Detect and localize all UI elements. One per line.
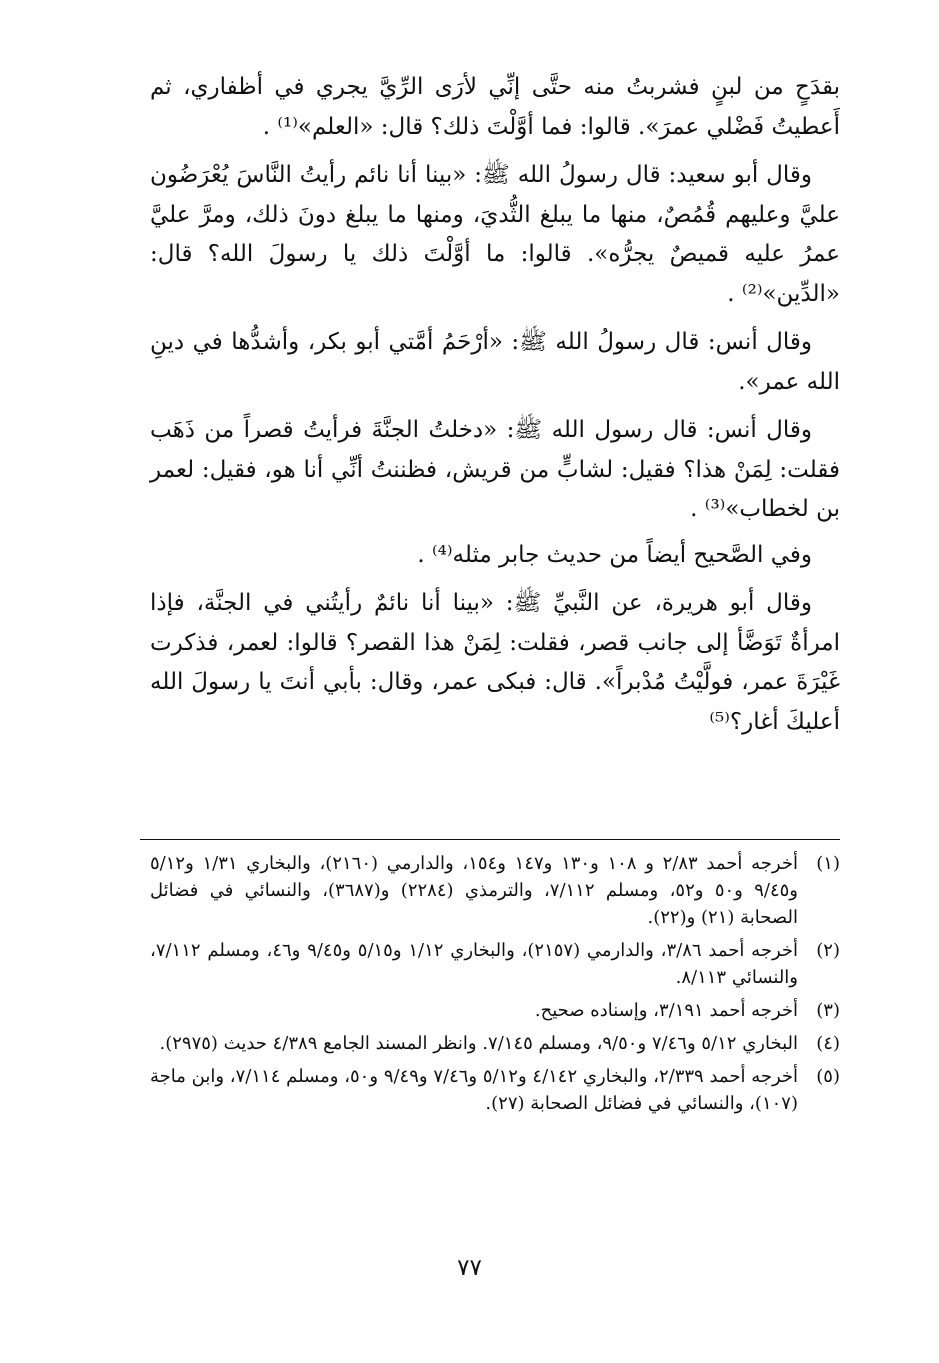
footnote-number: (١) [816, 853, 840, 874]
footnote-number: (٣) [816, 1000, 840, 1021]
paragraph-3: وقال أنس: قال رسولُ الله ﷺ: «أرْحَمُ أمَّتي أبو بكر، وأشدُّها في دينِ الله عمر». [150, 329, 840, 395]
footnote-3 [150, 997, 840, 1024]
main-text [150, 68, 840, 751]
footnote-text: أخرجه أحمد ٣/١٩١، وإسناده صحيح. [534, 1000, 798, 1021]
footnote-text: البخاري ٥/١٢ و٧/٤٦ و٩/٥٠، ومسلم ٧/١٤٥. وانظر المسند الجامع ٤/٣٨٩ حديث (٢٩٧٥). [159, 1033, 798, 1054]
footnote-4 [150, 1030, 840, 1057]
footnote-number: (٢) [816, 940, 840, 961]
footnote-text: أخرجه أحمد ٢/٨٣ و ١٠٨ و١٣٠ و١٤٧ و١٥٤، والدارمي (٢١٦٠)، والبخاري ١/٣١ و٥/١٢ و٩/٤٥ و٥٠ و٥٢، ومسلم ٧/١١٢، والترمذي (٢٢٨٤) و(٣٦٨٧)، والنسائي في فضائل الصحابة (٢١) و(٢٢). [150, 853, 798, 928]
footnote-text: أخرجه أحمد ٢/٣٣٩، والبخاري ٤/١٤٢ و٥/١٢ و٧/٤٦ و٩/٤٩ و٥٠، ومسلم ٧/١١٤، وابن ماجة (١٠٧)، والنسائي في فضائل الصحابة (٢٧). [150, 1066, 799, 1114]
footnote-number: (٥) [816, 1066, 840, 1087]
footnote-5 [150, 1063, 840, 1117]
page-number: ٧٧ [457, 1255, 482, 1281]
footnote-divider [140, 839, 840, 840]
footnotes [150, 850, 840, 1123]
footnote-2 [150, 937, 840, 991]
paragraph-6: وقال أبو هريرة، عن النَّبيِّ ﷺ: «بينا أنا نائمٌ رأيتُني في الجنَّة، فإذا امرأةٌ تَوَضَّأ إلى جانب قصر، فقلت: لِمَنْ هذا القصر؟ قالوا: لعمر، فذكرت غَيْرَةَ عمر، فولَّيْتُ مُدْبراً». قال: فبكى عمر، وقال: بأبي أنتَ يا رسولَ الله أعليكَ أغار؟⁽⁵⁾ [150, 590, 840, 735]
paragraph-4: وقال أنس: قال رسول الله ﷺ: «دخلتُ الجنَّةَ فرأيتُ قصراً من ذَهَب فقلت: لِمَنْ هذا؟ فقيل: لشابٍّ من قريش، فظننتُ أنِّي أنا هو، فقيل: لعمر بن لخطاب»⁽³⁾ . [150, 417, 840, 522]
footnote-text: أخرجه أحمد ٣/٨٦، والدارمي (٢١٥٧)، والبخاري ١/١٢ و٥/١٥ و٩/٤٥ و٤٦، ومسلم ٧/١١٢، والنسائي ٨/١١٣. [150, 940, 799, 988]
footnote-1 [150, 850, 840, 931]
paragraph-1: بقدَحٍ من لبنٍ فشربتُ منه حتَّى إنِّي لأرَى الرِّيَّ يجري في أظفاري، ثم أَعطيتُ فَضْلي عمرَ». قالوا: فما أوَّلْتَ ذلك؟ قال: «العلم»⁽¹⁾ . [150, 74, 840, 140]
footnote-number: (٤) [816, 1033, 840, 1054]
paragraph-2: وقال أبو سعيد: قال رسولُ الله ﷺ: «بينا أنا نائم رأيتُ النَّاسَ يُعْرَضُون عليَّ وعليهم قُمُصٌ، منها ما يبلغ الثُّديَ، ومنها ما يبلغ دونَ ذلك، ومرَّ عليَّ عمرُ عليه قميصٌ يجرُّه». قالوا: ما أوَّلْتَ ذلك يا رسولَ الله؟ قال: «الدِّين»⁽²⁾ . [150, 162, 840, 307]
paragraph-5: وفي الصَّحيح أيضاً من حديث جابر مثله⁽⁴⁾ . [417, 541, 812, 568]
